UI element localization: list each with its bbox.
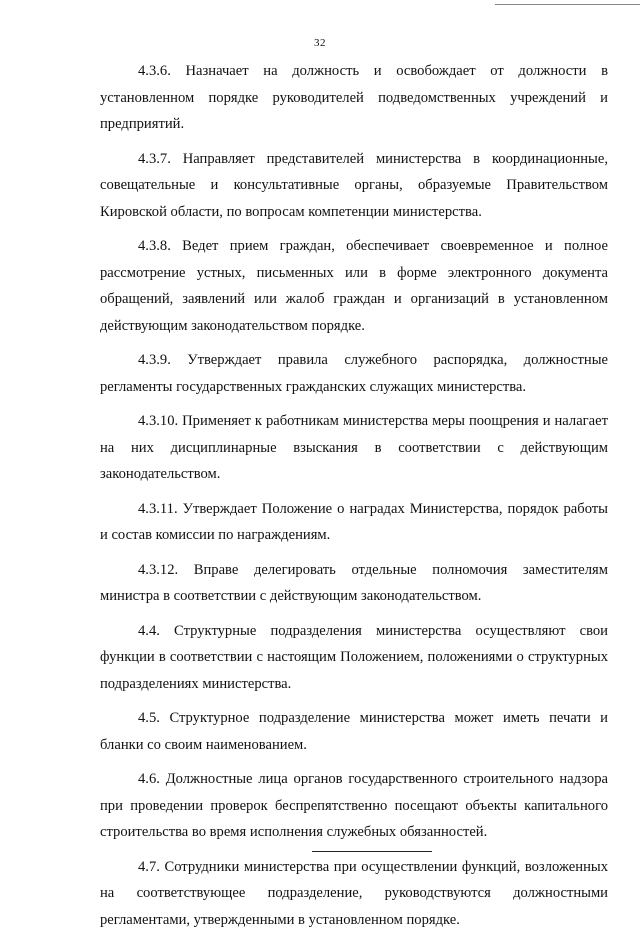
paragraph-4-4: 4.4. Структурные подразделения министерства осуществляют свои функции в соответствии с настоящим Положением, положениями о структурных подразделениях министерства. bbox=[100, 622, 608, 692]
scan-edge-line bbox=[495, 4, 640, 5]
paragraph-4-7: 4.7. Сотрудники министерства при осуществлении функций, возложенных на соответствующее подразделение, руководствуются должностными регламентами, утвержденными в установленном порядке. bbox=[100, 858, 608, 928]
document-body bbox=[100, 58, 608, 941]
paragraph-4-3-11: 4.3.11. Утверждает Положение о наградах Министерства, порядок работы и состав комиссии по награждениям. bbox=[100, 500, 608, 543]
paragraph-4-5: 4.5. Структурное подразделение министерства может иметь печати и бланки со своим наименованием. bbox=[100, 710, 608, 753]
paragraph-4-3-7: 4.3.7. Направляет представителей министерства в координационные, совещательные и консультативные органы, образуемые Правительством Кировской области, по вопросам компетенции министерства. bbox=[100, 150, 608, 220]
paragraph-4-3-12: 4.3.12. Вправе делегировать отдельные полномочия заместителям министра в соответствии с действующим законодательством. bbox=[100, 561, 608, 604]
paragraph-4-3-8: 4.3.8. Ведет прием граждан, обеспечивает своевременное и полное рассмотрение устных, письменных или в форме электронного документа обращений, заявлений или жалоб граждан и организаций в установленном действующим законодательством порядке. bbox=[100, 238, 608, 334]
paragraph-4-6: 4.6. Должностные лица органов государственного строительного надзора при проведении проверок беспрепятственно посещают объекты капитального строительства во время исполнения служебных обязанностей. bbox=[100, 771, 608, 840]
end-of-text-rule bbox=[312, 851, 432, 852]
paragraph-4-3-10: 4.3.10. Применяет к работникам министерства меры поощрения и налагает на них дисциплинарные взыскания в соответствии с действующим законодательством. bbox=[100, 413, 608, 482]
page-number: 32 bbox=[314, 37, 326, 49]
paragraph-4-3-9: 4.3.9. Утверждает правила служебного распорядка, должностные регламенты государственных гражданских служащих министерства. bbox=[100, 352, 608, 395]
paragraph-4-3-6: 4.3.6. Назначает на должность и освобождает от должности в установленном порядке руководителей подведомственных учреждений и предприятий. bbox=[100, 63, 608, 132]
